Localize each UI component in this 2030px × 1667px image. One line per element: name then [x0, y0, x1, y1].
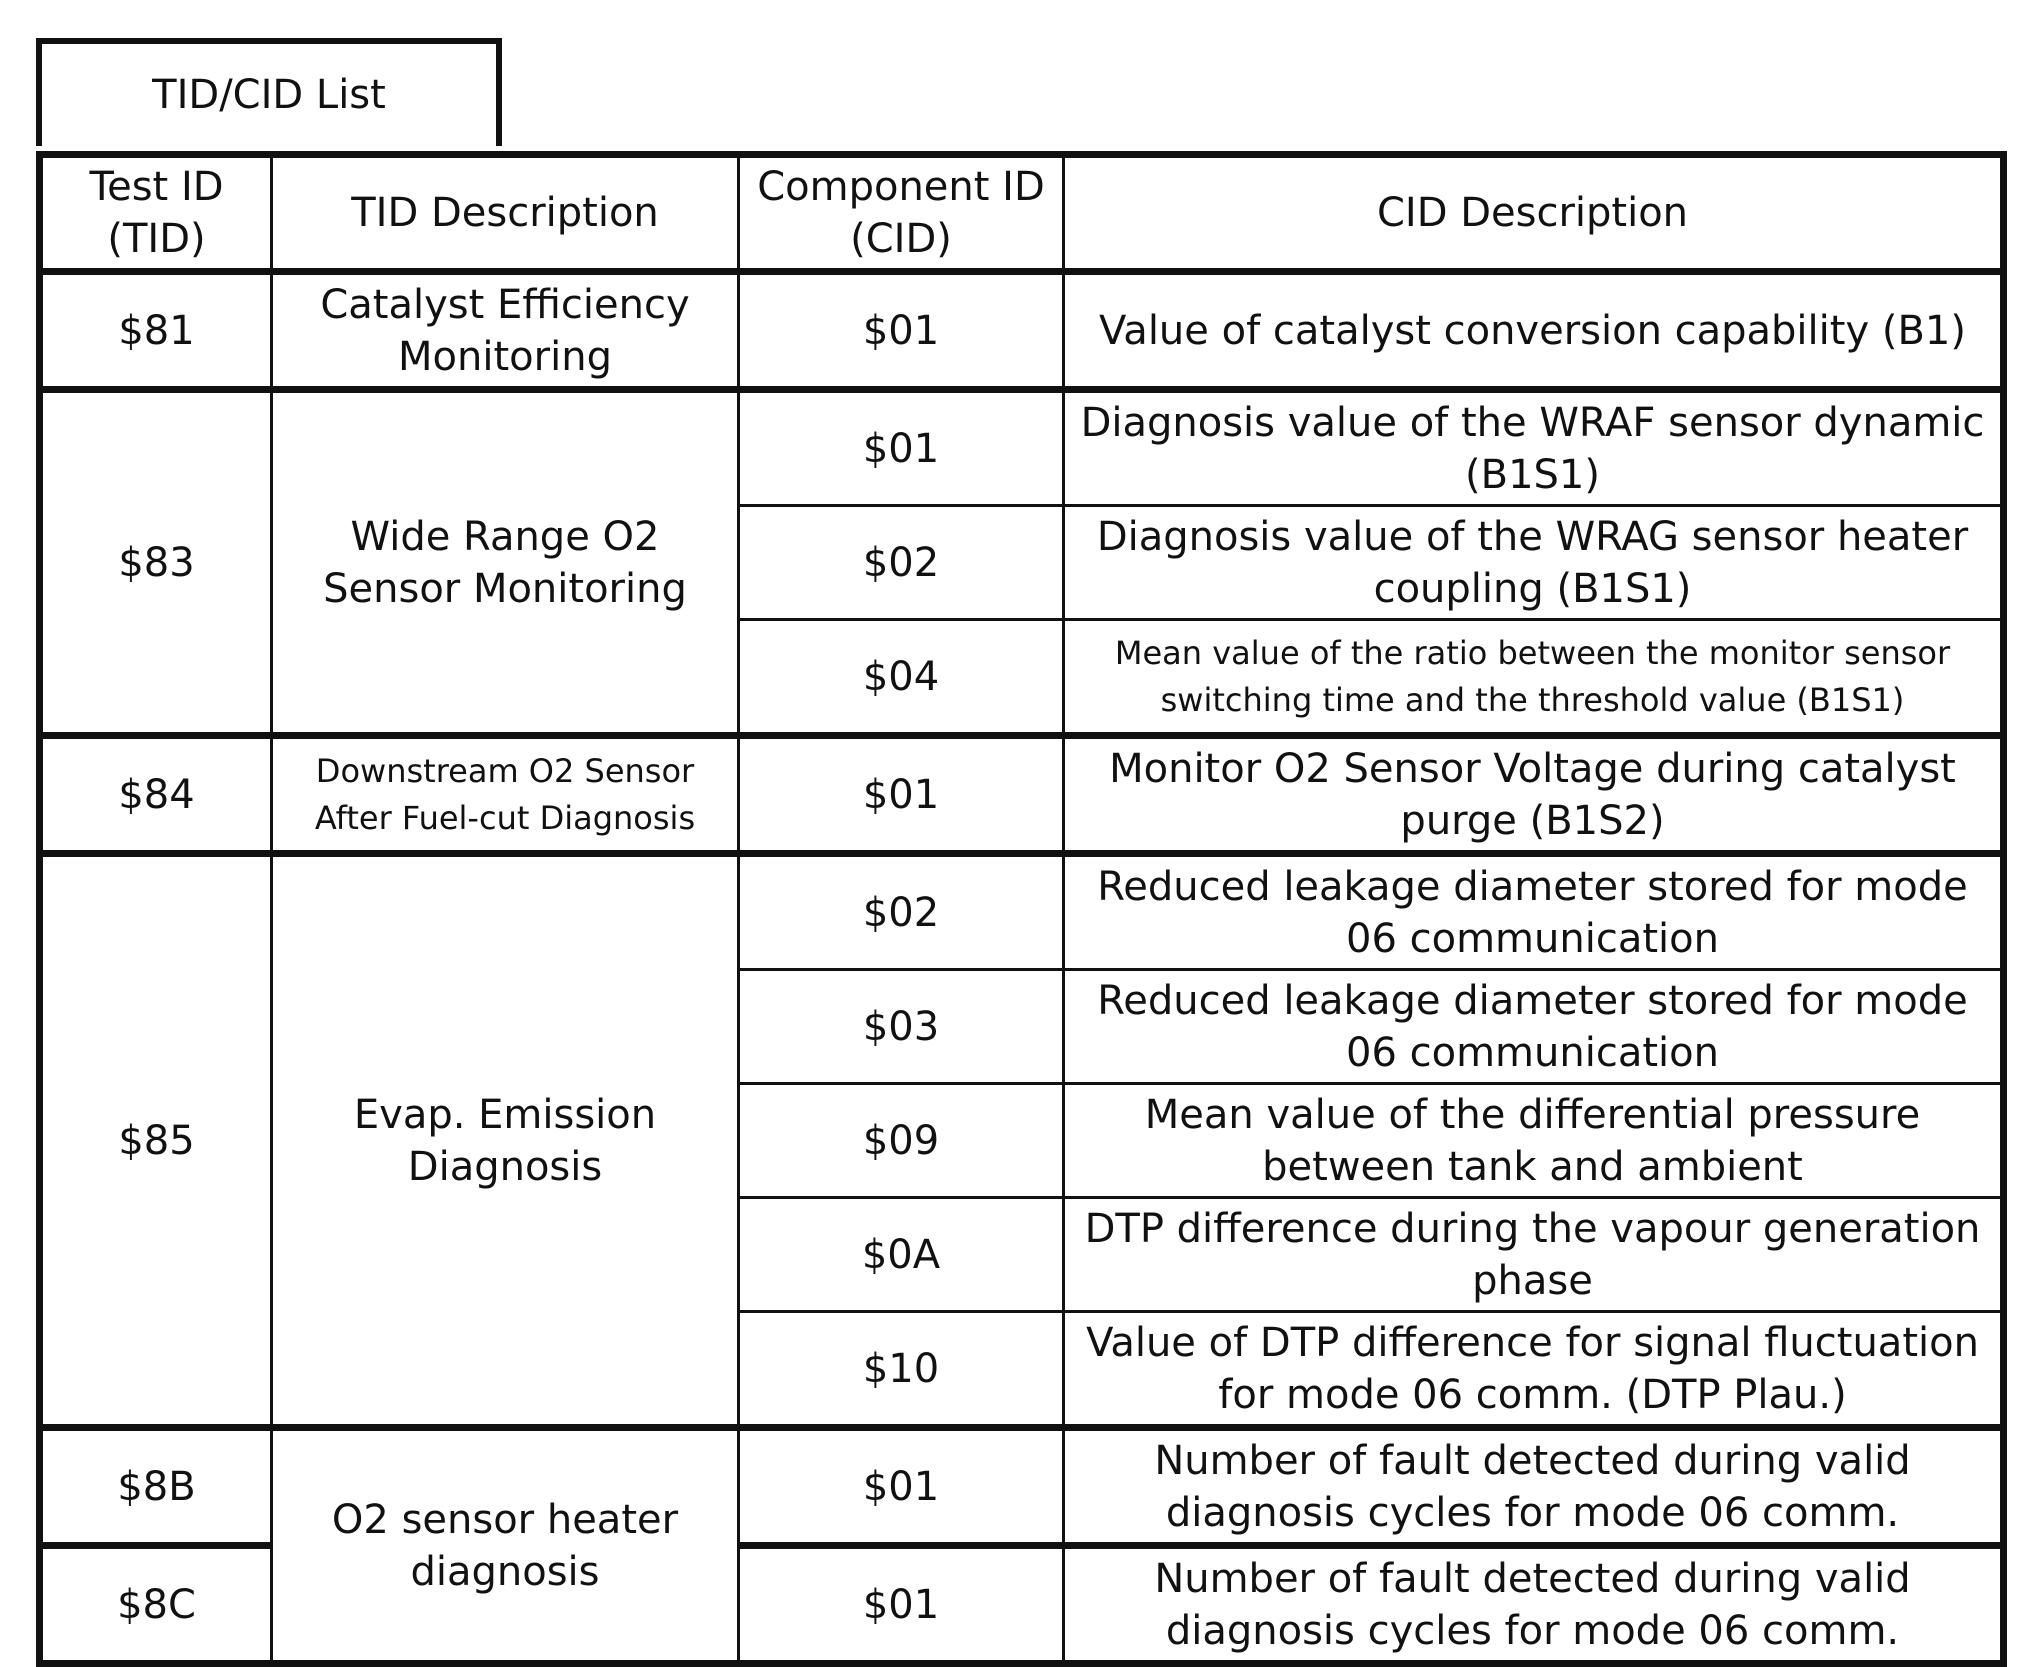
cid-description-cell: Mean value of the ratio between the monitor sensor switching time and the threshold value (B1S1) — [1064, 620, 2004, 736]
tid-cid-table — [36, 151, 2007, 1667]
cid-cell: $02 — [739, 506, 1064, 620]
header-tid: Test ID (TID) — [40, 155, 272, 272]
tid-cell: $8C — [40, 1546, 272, 1664]
table-row — [40, 854, 2004, 970]
cid-description-cell: Mean value of the differential pressure between tank and ambient — [1064, 1084, 2004, 1198]
cid-description-cell: Reduced leakage diameter stored for mode 06 communication — [1064, 970, 2004, 1084]
cid-description-cell: Reduced leakage diameter stored for mode 06 communication — [1064, 854, 2004, 970]
tid-description-cell: O2 sensor heater diagnosis — [272, 1428, 739, 1664]
tid-description-cell: Downstream O2 Sensor After Fuel-cut Diagnosis — [272, 736, 739, 854]
tid-description-cell: Evap. Emission Diagnosis — [272, 854, 739, 1428]
header-cid-description: CID Description — [1064, 155, 2004, 272]
table-row — [40, 272, 2004, 390]
cid-cell: $02 — [739, 854, 1064, 970]
cid-cell: $09 — [739, 1084, 1064, 1198]
cid-description-cell: Diagnosis value of the WRAG sensor heater coupling (B1S1) — [1064, 506, 2004, 620]
header-row — [40, 155, 2004, 272]
tid-cell: $84 — [40, 736, 272, 854]
tid-description-cell: Catalyst Efficiency Monitoring — [272, 272, 739, 390]
table-row — [40, 390, 2004, 506]
cid-cell: $01 — [739, 272, 1064, 390]
header-cid: Component ID (CID) — [739, 155, 1064, 272]
cid-description-cell: Value of DTP difference for signal fluctuation for mode 06 comm. (DTP Plau.) — [1064, 1312, 2004, 1428]
cid-cell: $04 — [739, 620, 1064, 736]
cid-description-cell: DTP difference during the vapour generation phase — [1064, 1198, 2004, 1312]
cid-description-cell: Diagnosis value of the WRAF sensor dynamic (B1S1) — [1064, 390, 2004, 506]
cid-description-cell: Number of fault detected during valid diagnosis cycles for mode 06 comm. — [1064, 1546, 2004, 1664]
table-row — [40, 736, 2004, 854]
tid-cell: $81 — [40, 272, 272, 390]
cid-cell: $01 — [739, 1546, 1064, 1664]
tid-cell: $85 — [40, 854, 272, 1428]
cid-cell: $01 — [739, 1428, 1064, 1546]
table-row — [40, 1428, 2004, 1546]
cid-cell: $01 — [739, 390, 1064, 506]
cid-cell: $0A — [739, 1198, 1064, 1312]
list-title-tab: TID/CID List — [36, 38, 502, 146]
tid-cell: $8B — [40, 1428, 272, 1546]
cid-description-cell: Number of fault detected during valid diagnosis cycles for mode 06 comm. — [1064, 1428, 2004, 1546]
cid-description-cell: Value of catalyst conversion capability (B1) — [1064, 272, 2004, 390]
cid-cell: $01 — [739, 736, 1064, 854]
header-tid-description: TID Description — [272, 155, 739, 272]
cid-description-cell: Monitor O2 Sensor Voltage during catalyst purge (B1S2) — [1064, 736, 2004, 854]
tid-cell: $83 — [40, 390, 272, 736]
cid-cell: $10 — [739, 1312, 1064, 1428]
tid-description-cell: Wide Range O2 Sensor Monitoring — [272, 390, 739, 736]
cid-cell: $03 — [739, 970, 1064, 1084]
